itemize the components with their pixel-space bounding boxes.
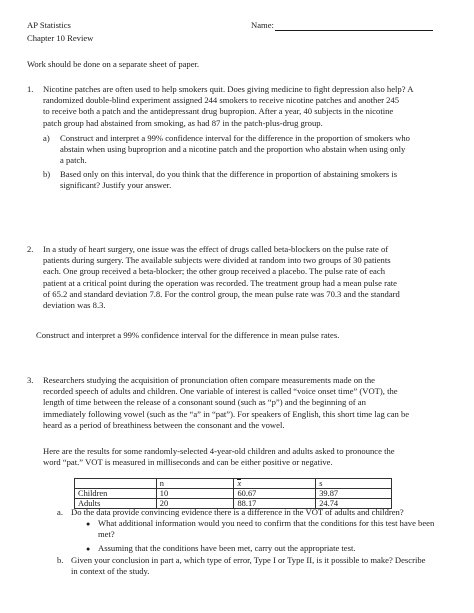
q3-line: immediately following vowel (such as the “a” in “pat”). For speakers of English, this short time lag can be: [43, 408, 410, 419]
q1b-line: significant? Justify your answer.: [60, 180, 172, 191]
chapter-title: Chapter 10 Review: [27, 33, 94, 43]
name-field: [251, 20, 433, 31]
q1-text: [43, 84, 413, 129]
q3-line: Researchers studying the acquisition of pronunciation often compare measurements made on the: [43, 375, 375, 385]
q1a-line: abstain when using buproprion and a nicotine patch and the proportion who abstain when using only: [60, 144, 406, 155]
x-bar-symbol: x: [237, 479, 242, 488]
table-header-cell: [234, 479, 316, 489]
q1a-text: [60, 133, 410, 167]
q1-line: to receive both a patch and the antidepressant drug bupropion. After a year, 40 subjects in the nicotine: [43, 106, 394, 117]
results-table: [74, 478, 392, 509]
q1-line: patch group had abstained from smoking, as had 87 in the patch-plus-drug group.: [43, 117, 323, 128]
q2-line: patients during surgery. The available subjects were divided at random into two groups of 30 patients: [43, 255, 391, 266]
q2-number: 2.: [27, 244, 34, 254]
q3a-label: a.: [57, 507, 63, 517]
table-cell: 24.74: [316, 499, 392, 509]
table-cell: Children: [75, 489, 157, 499]
q3b-label: b.: [57, 555, 64, 565]
q1a-line: Construct and interpret a 99% confidence interval for the difference in the proportion of smokers who: [60, 133, 410, 143]
table-cell: 39.87: [316, 489, 392, 499]
q3-line: heard as a period of breathiness between the consonant and the vowel.: [43, 419, 285, 430]
course-title: AP Statistics: [27, 20, 71, 30]
instructions: Work should be done on a separate sheet of paper.: [27, 59, 200, 69]
table-row: [75, 489, 392, 499]
q3b-line: in context of the study.: [71, 566, 150, 577]
bullet-line: What additional information would you need to confirm that the conditions for this test have been: [98, 518, 435, 528]
table-cell: 10: [156, 489, 234, 499]
name-label: Name:: [251, 20, 274, 30]
table-cell: 88.17: [234, 499, 316, 509]
q1b-line: Based only on this interval, do you think that the difference in proportion of abstaining smokers is: [60, 169, 398, 179]
name-blank-line: [275, 21, 433, 31]
q2-text: [43, 244, 400, 311]
table-cell: 60.67: [234, 489, 316, 499]
q1b-label: b): [43, 169, 51, 179]
q3b-text: [71, 555, 425, 577]
q1a-label: a): [43, 133, 50, 143]
q1-line: Nicotine patches are often used to help smokers quit. Does giving medicine to fight depression also help? A: [43, 84, 414, 94]
q2-line: of 65.2 and standard deviation 7.8. For the control group, the mean pulse rate was 70.3 and the standard: [43, 288, 400, 299]
q2-task: Construct and interpret a 99% confidence interval for the difference in mean pulse rates.: [36, 330, 340, 340]
bullet-line: met?: [98, 529, 115, 540]
q1b-text: [60, 169, 397, 191]
table-header-cell: n: [156, 479, 234, 489]
q3-number: 3.: [27, 375, 34, 385]
q2-line: In a study of heart surgery, one issue was the effect of drugs called beta-blockers on the pulse rate of: [43, 244, 389, 254]
q3-line: recorded speech of adults and children. One variable of interest is called “voice onset time” (VOT), the: [43, 386, 398, 397]
table-cell: 20: [156, 499, 234, 509]
q3-text-2: [43, 446, 395, 468]
q3b-line: Given your conclusion in part a, which type of error, Type I or Type II, is it possible to make? Describe: [71, 555, 426, 565]
table-header-cell: s: [316, 479, 392, 489]
q3-line: Here are the results for some randomly-selected 4-year-old children and adults asked to pronounce the: [43, 446, 395, 456]
q1a-line: a patch.: [60, 155, 87, 166]
table-header-cell: [75, 479, 157, 489]
q3a-text: Do the data provide convincing evidence there is a difference in the VOT of adults and children?: [71, 507, 404, 517]
q3-line: length of time between the release of a consonant sound (such as “p”) and the beginning of an: [43, 397, 366, 408]
q1-line: randomized double-blind experiment assigned 244 smokers to receive nicotine patches and another 245: [43, 95, 400, 106]
bullet-icon: ●: [86, 520, 91, 528]
bullet-icon: ●: [86, 545, 91, 553]
q2-line: each. One group received a beta-blocker; the other group received a placebo. The pulse rate of each: [43, 266, 385, 277]
q2-line: patient at a critical point during the operation was recorded. The treatment group had a mean pulse rate: [43, 277, 397, 288]
bullet-line: Assuming that the conditions have been met, carry out the appropriate test.: [98, 543, 356, 553]
q1-number: 1.: [27, 84, 34, 94]
q3a-bullet-2: [98, 543, 356, 554]
table-cell: Adults: [75, 499, 157, 509]
table-header-row: [75, 479, 392, 489]
q3-line: word “pat.” VOT is measured in milliseconds and can be either positive or negative.: [43, 457, 333, 468]
q2-line: deviation was 8.3.: [43, 299, 106, 310]
q3a-bullet-1: [98, 518, 434, 540]
q3-text: [43, 375, 409, 431]
